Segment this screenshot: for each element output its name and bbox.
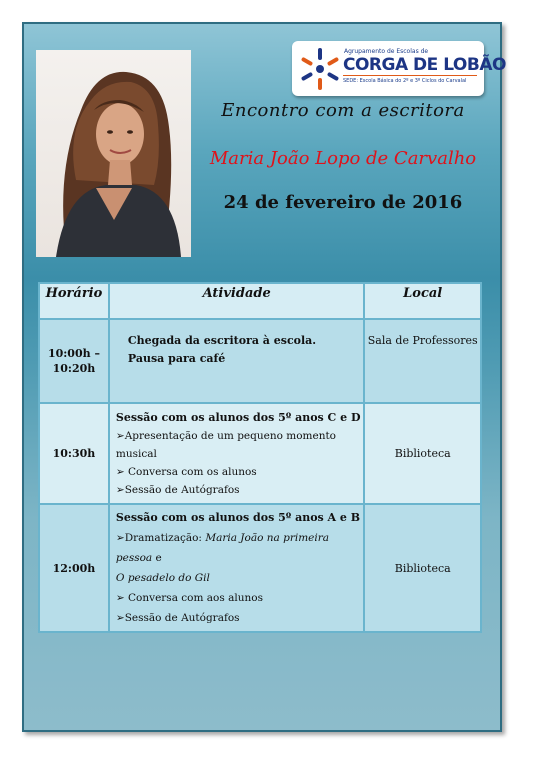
author-name: Maria João Lopo de Carvalho xyxy=(209,148,477,169)
activity-line: Pausa para café xyxy=(127,352,226,365)
play-title: Maria João na primeira pessoa xyxy=(115,532,330,564)
row-time: 12:00h xyxy=(39,504,109,632)
event-date: 24 de fevereiro de 2016 xyxy=(223,192,463,213)
school-logo xyxy=(292,41,506,96)
header-location: Local xyxy=(364,283,481,319)
school-star-emblem-icon xyxy=(296,45,344,93)
time-start: 10:00h – xyxy=(47,347,100,360)
row-activity xyxy=(109,504,365,632)
author-portrait-illustration xyxy=(36,50,191,257)
table-header-row xyxy=(39,283,481,319)
row-location: Sala de Professores xyxy=(364,319,481,403)
row-activity xyxy=(109,319,365,403)
activity-item: ➢Apresentação de um pequeno momento musical xyxy=(115,429,337,460)
logo-subtitle-top: Agrupamento de Escolas de xyxy=(344,48,429,55)
activity-line: Chegada da escritora à escola. xyxy=(127,334,317,347)
activity-item xyxy=(116,528,364,568)
logo-subtitle-bottom: SEDE: Escola Básica do 2º e 3º Ciclos do Carvalal xyxy=(343,78,467,84)
table-row xyxy=(39,504,481,632)
activity-item xyxy=(116,568,364,588)
activity-item: ➢ Conversa com aos alunos xyxy=(115,592,263,604)
row-time: 10:30h xyxy=(39,403,109,504)
time-end: 10:20h xyxy=(52,362,96,375)
table-row xyxy=(39,403,481,504)
author-photo xyxy=(36,50,191,257)
table-row xyxy=(39,319,481,403)
row-location: Biblioteca xyxy=(364,504,481,632)
logo-divider xyxy=(343,75,477,76)
logo-school-name: CORGA DE LOBÃO xyxy=(343,55,506,75)
row-time xyxy=(39,319,109,403)
item-connector: e xyxy=(152,552,162,564)
activity-heading: Sessão com os alunos dos 5º anos A e B xyxy=(115,511,361,524)
header-time: Horário xyxy=(39,283,109,319)
activity-item: ➢Sessão de Autógrafos xyxy=(115,612,240,624)
activity-item: ➢Sessão de Autógrafos xyxy=(115,483,240,496)
item-prefix: ➢Dramatização: xyxy=(115,532,206,544)
activity-item: ➢ Conversa com os alunos xyxy=(115,465,257,478)
play-title: O pesadelo do Gil xyxy=(115,572,210,584)
schedule-table xyxy=(38,282,482,633)
event-title: Encontro com a escritora xyxy=(221,100,465,121)
row-activity xyxy=(109,403,365,504)
row-location: Biblioteca xyxy=(364,403,481,504)
activity-heading: Sessão com os alunos dos 5º anos C e D xyxy=(115,410,361,424)
header-activity: Atividade xyxy=(109,283,365,319)
